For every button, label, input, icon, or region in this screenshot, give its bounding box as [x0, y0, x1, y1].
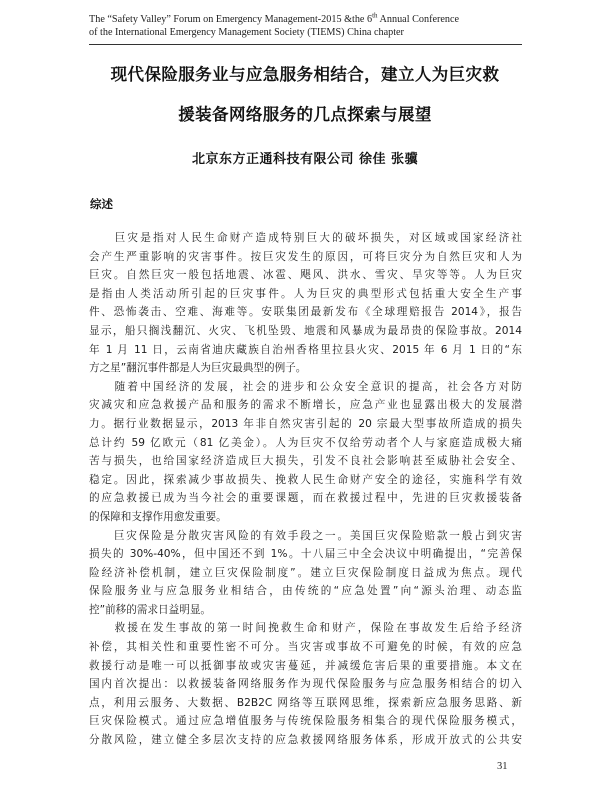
paragraph — [89, 229, 522, 378]
text-line: 险经济补偿机制，建立巨灾保险制度”。建立巨灾保险制度日益成为焦点。现代 — [89, 566, 522, 579]
page-number: 31 — [497, 761, 508, 772]
paragraph — [89, 378, 522, 527]
running-header-line-2: of the International Emergency Management Society (TIEMS) China chapter — [89, 27, 404, 38]
text-line: 救援在发生事故的第一时间挽救生命和财产，保险在事故发生后给予经济 — [89, 622, 522, 635]
paragraph — [89, 527, 522, 620]
running-header — [89, 13, 529, 39]
text-line: 稳定。因此，探索减少事故损失、挽救人民生命财产安全的途径，实施科学有效 — [89, 473, 522, 486]
text-line: 巨灾保险是分散灾害风险的有效手段之一。美国巨灾保险赔款一般占到灾害 — [89, 529, 522, 542]
text-line: 总计约 59 亿欧元（81 亿美金）。人为巨灾不仅给劳动者个人与家庭造成极大痛 — [89, 436, 522, 449]
text-line: 年 1 月 11 日，云南省迪庆藏族自治州香格里拉县火灾、2015 年 6 月 1 日的“东 — [89, 343, 522, 356]
text-line: 苦与损失，也给国家经济造成巨大损失，引发不良社会影响甚至威胁社会安全、 — [89, 455, 522, 468]
text-line: 的应急救援已成为当今社会的重要课题，而在救援过程中，先进的巨灾救援装备 — [89, 492, 522, 505]
text-line: 件、恐怖袭击、空难、海难等。安联集团最新发布《全球理赔报告 2014》，报告 — [89, 306, 522, 319]
text-line: 保险服务业与应急服务业相结合，由传统的“应急处置”向“源头治理、动态监 — [89, 585, 522, 598]
text-line: 控”前移的需求日益明显。 — [89, 603, 212, 616]
text-line: 救援行动是唯一可以抵御事故或灾害蔓延，并减缓危害后果的重要措施。本文在 — [89, 659, 522, 672]
paragraph — [89, 619, 522, 749]
text-line: 国内首次提出：以救援装备网络服务作为现代保险服务与应急服务相结合的切入 — [89, 678, 522, 691]
section-heading-overview: 综述 — [90, 197, 113, 211]
text-line: 方之星”翻沉事件都是人为巨灾最典型的例子。 — [89, 362, 307, 375]
text-line: 会产生严重影响的灾害事件。按巨灾发生的原因，可将巨灾分为自然巨灾和人为 — [89, 250, 522, 263]
text-line: 损失的 30%-40%，但中国还不到 1%。十八届三中全会决议中明确提出，“完善保 — [89, 548, 522, 561]
text-line: 的保障和支撑作用愈发重要。 — [89, 510, 227, 523]
text-line: 巨灾。自然巨灾一般包括地震、冰雹、飓风、洪水、雪灾、旱灾等等。人为巨灾 — [89, 269, 522, 282]
text-line: 随着中国经济的发展，社会的进步和公众安全意识的提高，社会各方对防 — [89, 380, 522, 393]
text-line: 点，利用云服务、大数据、B2B2C 网络等互联网思维，探索新应急服务思路、新 — [89, 696, 522, 709]
text-line: 分散风险，建立健全多层次支持的应急救援网络服务体系，形成开放式的公共安 — [89, 734, 522, 747]
text-line: 巨灾保险模式。通过应急增值服务与传统保险服务相集合的现代保险服务模式， — [89, 715, 522, 728]
text-line: 显示，船只搁浅翻沉、火灾、飞机坠毁、地震和风暴成为最昂贵的保险事故。2014 — [89, 324, 522, 337]
body-text — [89, 229, 522, 750]
text-line: 力。据行业数据显示，2013 年非自然灾害引起的 20 宗最大型事故所造成的损失 — [89, 417, 522, 430]
paper-title-line-2: 援装备网络服务的几点探索与展望 — [178, 105, 432, 124]
paper-title-line-1: 现代保险服务业与应急服务相结合，建立人为巨灾救 — [110, 65, 500, 84]
text-line: 灾减灾和应急救援产品和服务的需求不断增长，应急产业也显露出极大的发展潜 — [89, 399, 522, 412]
text-line: 补偿，其相关性和重要性密不可分。当灾害或事故不可避免的时候，有效的应急 — [89, 641, 522, 654]
header-divider — [89, 44, 522, 45]
running-header-line-1: The “Safety Valley” Forum on Emergency Management-2015 &the 6th Annual Conference — [89, 11, 460, 25]
text-line: 是指由人类活动所引起的巨灾事件。人为巨灾的典型形式包括重大安全生产事 — [89, 287, 522, 300]
author-affiliation: 北京东方正通科技有限公司 徐佳 张骥 — [191, 152, 419, 167]
text-line: 巨灾是指对人民生命财产造成特别巨大的破坏损失，对区域或国家经济社 — [89, 232, 522, 244]
